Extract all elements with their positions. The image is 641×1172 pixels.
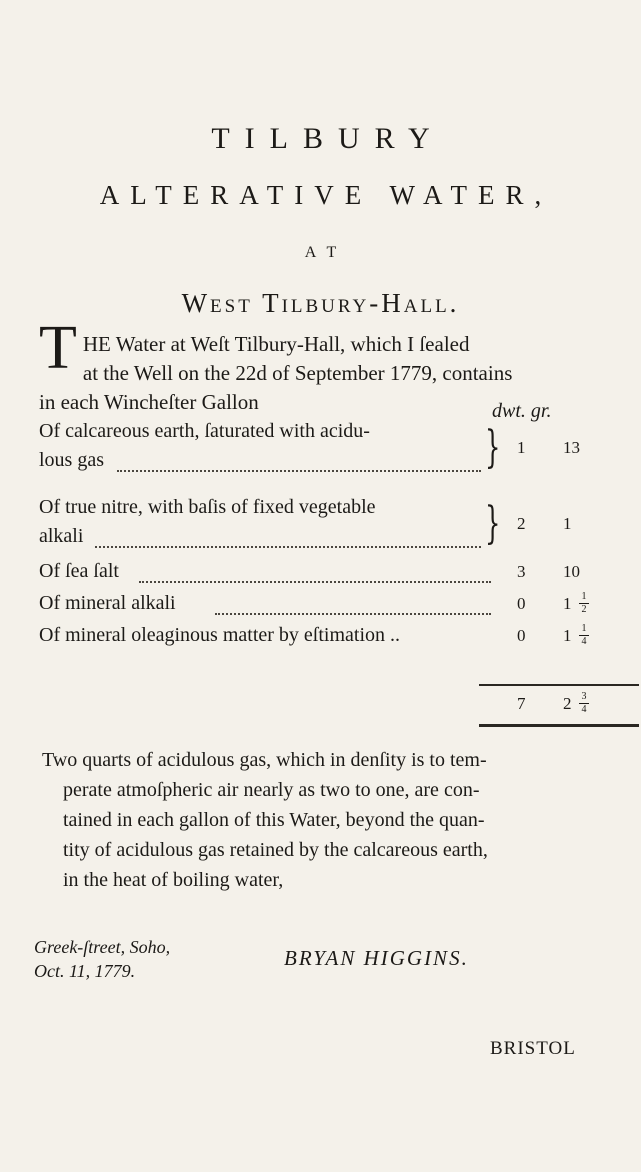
leader-dots — [95, 546, 481, 548]
title-tilbury: TILBURY — [211, 122, 445, 155]
fraction: 1 2 — [579, 592, 589, 615]
dwt-value: 2 — [517, 514, 526, 533]
note-paragraph — [42, 745, 617, 895]
signature-name: BRYAN HIGGINS. — [284, 946, 469, 970]
catchword: BRISTOL — [490, 1038, 576, 1059]
note-line: in the heat of boiling water, — [63, 869, 284, 891]
total-gr: 2 — [563, 694, 572, 713]
leader-dots — [215, 613, 491, 615]
total-row — [39, 692, 614, 722]
row-label: Of ſea ſalt — [39, 560, 119, 582]
gr-value: 1 — [563, 626, 572, 645]
intro-line-3: in each Wincheſter Gallon — [39, 390, 259, 414]
note-line: perate atmoſpheric air nearly as two to one, are con- — [63, 779, 480, 801]
gr-value: 13 — [563, 438, 580, 457]
signature-place: Greek-ſtreet, Soho, — [34, 937, 171, 957]
units-header: dwt. gr. — [492, 400, 552, 422]
table-row — [39, 624, 614, 654]
row-label-cont: alkali — [39, 525, 84, 547]
leader-dots — [139, 581, 491, 583]
gr-value: 10 — [563, 562, 580, 581]
note-line: tity of acidulous gas retained by the calcareous earth, — [63, 839, 488, 861]
dwt-value: 3 — [517, 562, 526, 581]
title-alterative-water: ALTERATIVE WATER, — [99, 180, 553, 210]
table-row — [39, 592, 614, 622]
table-row — [39, 496, 614, 556]
title-at: AT — [304, 244, 349, 261]
table-row — [39, 560, 614, 590]
title-location: West Tilbury-Hall. — [181, 288, 460, 318]
fraction: 3 4 — [579, 692, 589, 715]
gr-value: 1 — [563, 594, 572, 613]
row-label-cont: lous gas — [39, 449, 104, 471]
row-label: Of true nitre, with baſis of fixed vegetable — [39, 496, 376, 518]
intro-line-2: at the Well on the 22d of September 1779, contains — [82, 361, 513, 385]
intro-line-1: HE Water at Weſt Tilbury-Hall, which I ſealed — [82, 332, 470, 356]
table-row — [39, 420, 614, 480]
drop-cap: T — [39, 314, 77, 382]
note-line: tained in each gallon of this Water, beyond the quan- — [63, 809, 485, 831]
leader-dots — [117, 470, 481, 472]
signature-date: Oct. 11, 1779. — [34, 961, 136, 981]
brace: } — [485, 498, 501, 549]
sum-rule — [479, 684, 639, 686]
row-label: Of mineral alkali — [39, 592, 176, 614]
dwt-value: 1 — [517, 438, 526, 457]
dwt-value: 0 — [517, 626, 526, 645]
row-label: Of mineral oleaginous matter by eſtimation .. — [39, 624, 401, 646]
dwt-value: 0 — [517, 594, 526, 613]
gr-value: 1 — [563, 514, 572, 533]
row-label: Of calcareous earth, ſaturated with acidu- — [39, 420, 370, 442]
total-dwt: 7 — [517, 694, 526, 713]
total-rule — [479, 724, 639, 727]
brace: } — [485, 422, 501, 473]
signature-place-date — [34, 935, 170, 983]
note-line: Two quarts of acidulous gas, which in denſity is to tem- — [42, 749, 487, 771]
fraction: 1 4 — [579, 624, 589, 647]
